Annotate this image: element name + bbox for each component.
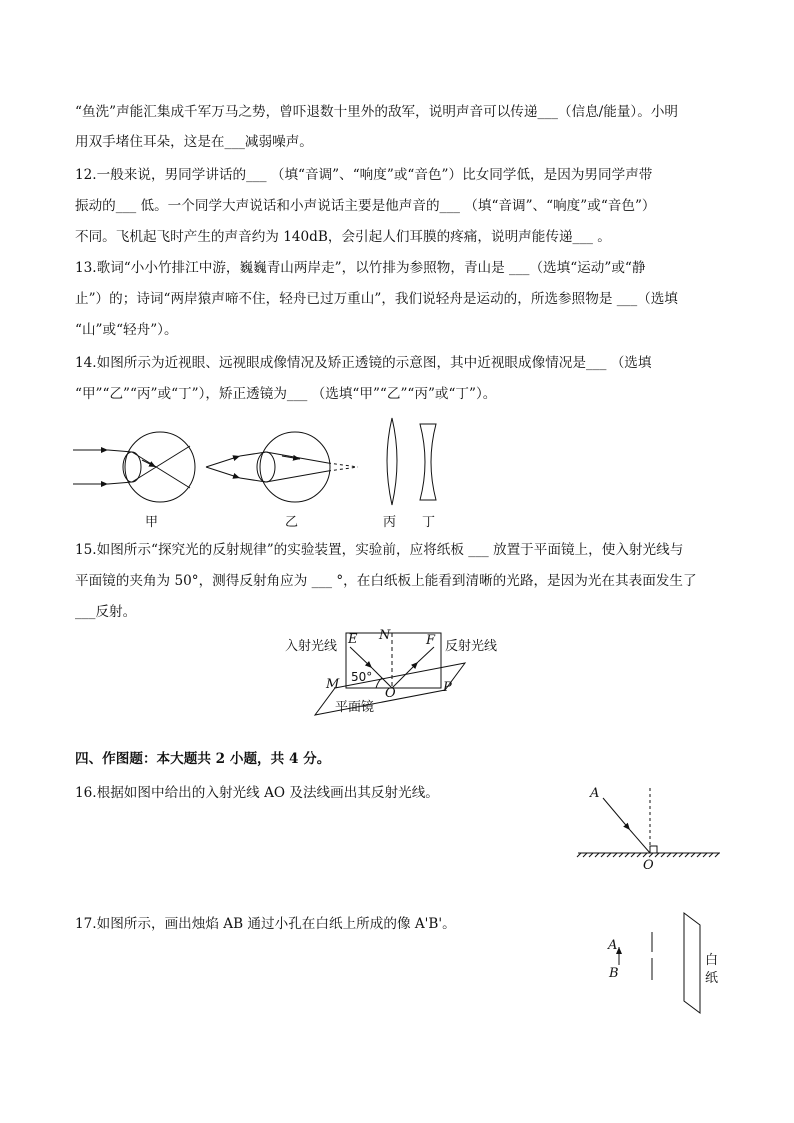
eye-jia (73, 432, 195, 502)
label-jia: 甲 (145, 515, 159, 530)
label-A-16: A (590, 786, 600, 801)
label-E: E (348, 632, 358, 647)
label-M: M (326, 677, 340, 692)
q12-line-2: 振动的___ 低。一个同学大声说话和小声说话主要是他声音的___ （填“音调”、“响度”或“音色”） (75, 198, 656, 214)
label-incident: 入射光线 (285, 639, 338, 654)
label-ding: 丁 (422, 515, 436, 530)
q15-line-1: 15.如图所示“探究光的反射规律”的实验装置，实验前，应将纸板 ___ 放置于平面镜上，使入射光线与 (75, 542, 684, 558)
fig14-svg (70, 410, 470, 510)
label-O-16: O (643, 858, 654, 873)
q11-line-1: “鱼洗”声能汇集成千军万马之势，曾吓退数十里外的敌军，说明声音可以传递___（信息/能量）。小明 (75, 104, 679, 120)
q14-line-1: 14.如图所示为近视眼、远视眼成像情况及矫正透镜的示意图，其中近视眼成像情况是___ （选填 (75, 355, 652, 371)
label-yi: 乙 (285, 515, 299, 530)
section-title-drawing: 四、作图题：本大题共 2 小题，共 4 分。 (75, 751, 331, 767)
fig15-reflection-apparatus (280, 625, 520, 720)
q13-line-2: 止”）的；诗词“两岸猿声啼不住，轻舟已过万重山”，我们说轻舟是运动的，所选参照物是 ___（选填 (75, 291, 678, 307)
surface-hatching (577, 853, 719, 857)
q12-line-1: 12.一般来说，男同学讲话的___ （填“音调”、“响度”或“音色”）比女同学低，是因为男同学声带 (75, 167, 653, 183)
incident-ray (350, 647, 372, 668)
q14-line-2: “甲”“乙”“丙”或“丁”），矫正透镜为___ （选填“甲”“乙”“丙”或“丁”）。 (75, 386, 497, 402)
q12-line-3: 不同。飞机起飞时产生的声音约为 140dB，会引起人们耳膜的疼痛，说明声能传递___ 。 (75, 229, 611, 245)
label-mirror: 平面镜 (335, 700, 375, 715)
q16-line-1: 16.根据如图中给出的入射光线 AO 及法线画出其反射光线。 (75, 785, 439, 801)
q13-line-1: 13.歌词“小小竹排江中游，巍巍青山两岸走”，以竹排为参照物，青山是 ___（选填“运动”或“静 (75, 260, 646, 276)
concave-lens-ding (420, 424, 436, 500)
q13-line-3: “山”或“轻舟”）。 (75, 322, 178, 338)
label-F: F (426, 633, 436, 648)
reflected-ray (392, 662, 418, 688)
label-reflected: 反射光线 (445, 639, 498, 654)
white-paper-screen (684, 913, 700, 1013)
label-bing: 丙 (383, 515, 397, 530)
q11-line-2: 用双手堵住耳朵，这是在___减弱噪声。 (75, 134, 313, 150)
label-O: O (385, 686, 396, 701)
fig17-pinhole-diagram (600, 905, 730, 1015)
eye-yi (206, 432, 358, 502)
label-N: N (379, 628, 391, 643)
fig16-incident-ray-diagram (575, 780, 725, 875)
fig14-eye-lens-diagram (70, 410, 470, 530)
label-A-17: A (608, 938, 618, 953)
label-P: P (443, 680, 452, 695)
label-screen-1: 白 (705, 953, 719, 968)
label-angle: 50° (351, 670, 373, 684)
q15-line-2: 平面镜的夹角为 50°，测得反射角应为 ___ °，在白纸板上能看到清晰的光路，是因为光在其表面发生了 (75, 573, 697, 589)
q15-line-3: ___反射。 (75, 604, 137, 620)
q17-line-1: 17.如图所示，画出烛焰 AB 通过小孔在白纸上所成的像 A'B'。 (75, 916, 456, 932)
label-screen-2: 纸 (705, 971, 719, 986)
label-B-17: B (609, 966, 619, 981)
incident-ray-AO (603, 798, 630, 830)
convex-lens-bing (387, 418, 397, 505)
